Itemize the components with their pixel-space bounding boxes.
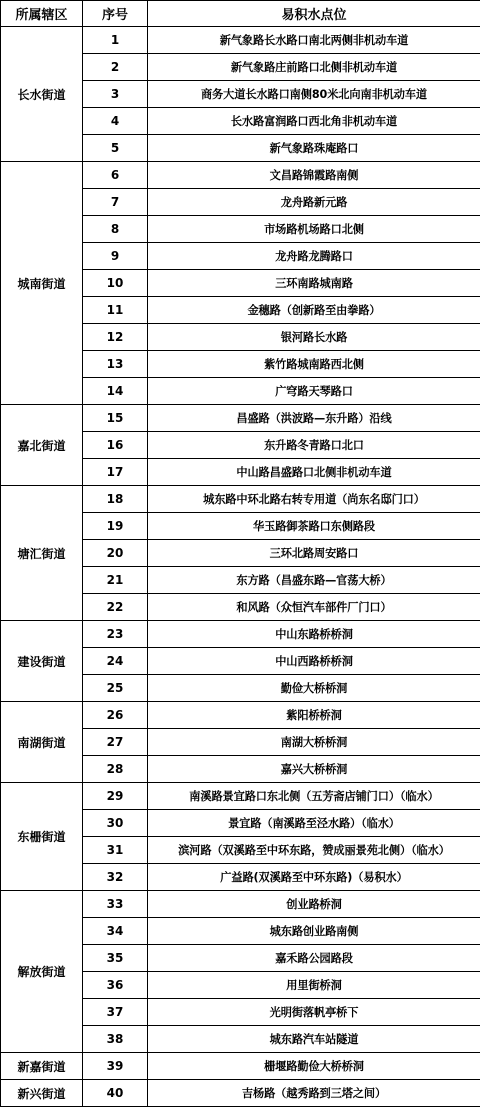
number-cell: 24 — [83, 648, 148, 675]
number-cell: 22 — [83, 594, 148, 621]
location-cell: 东方路（昌盛东路—官荡大桥） — [148, 567, 480, 594]
number-cell: 17 — [83, 459, 148, 486]
number-cell: 18 — [83, 486, 148, 513]
location-cell: 嘉兴大桥桥洞 — [148, 756, 480, 783]
number-cell: 31 — [83, 837, 148, 864]
location-cell: 景宜路（南溪路至泾水路）（临水） — [148, 810, 480, 837]
number-cell: 1 — [83, 27, 148, 54]
table-row — [1, 702, 480, 729]
district-cell: 长水街道 — [1, 27, 83, 162]
number-cell: 33 — [83, 891, 148, 918]
district-cell: 新嘉街道 — [1, 1053, 83, 1080]
table-row — [1, 783, 480, 810]
number-cell: 30 — [83, 810, 148, 837]
location-cell: 长水路富润路口西北角非机动车道 — [148, 108, 480, 135]
table-row — [1, 621, 480, 648]
number-cell: 11 — [83, 297, 148, 324]
number-cell: 29 — [83, 783, 148, 810]
location-cell: 城东路中环北路右转专用道（尚东名邸门口） — [148, 486, 480, 513]
number-cell: 32 — [83, 864, 148, 891]
location-cell: 南湖大桥桥洞 — [148, 729, 480, 756]
number-cell: 35 — [83, 945, 148, 972]
location-cell: 中山西路桥桥洞 — [148, 648, 480, 675]
district-cell: 嘉北街道 — [1, 405, 83, 486]
location-cell: 文昌路锦霞路南侧 — [148, 162, 480, 189]
district-cell: 东栅街道 — [1, 783, 83, 891]
number-cell: 28 — [83, 756, 148, 783]
number-cell: 15 — [83, 405, 148, 432]
number-cell: 25 — [83, 675, 148, 702]
location-cell: 吉杨路（越秀路到三塔之间） — [148, 1080, 480, 1107]
district-cell: 塘汇街道 — [1, 486, 83, 621]
location-cell: 市场路机场路口北侧 — [148, 216, 480, 243]
location-cell: 银河路长水路 — [148, 324, 480, 351]
number-cell: 12 — [83, 324, 148, 351]
number-cell: 40 — [83, 1080, 148, 1107]
header-location: 易积水点位 — [148, 1, 480, 27]
number-cell: 9 — [83, 243, 148, 270]
number-cell: 2 — [83, 54, 148, 81]
location-cell: 嘉禾路公园路段 — [148, 945, 480, 972]
location-cell: 滨河路（双溪路至中环东路，赞成丽景苑北侧）（临水） — [148, 837, 480, 864]
number-cell: 27 — [83, 729, 148, 756]
location-cell: 光明街落帆亭桥下 — [148, 999, 480, 1026]
table-row — [1, 486, 480, 513]
location-cell: 新气象路珠庵路口 — [148, 135, 480, 162]
location-cell: 创业路桥洞 — [148, 891, 480, 918]
number-cell: 13 — [83, 351, 148, 378]
location-cell: 中山东路桥桥洞 — [148, 621, 480, 648]
location-cell: 栅堰路勤俭大桥桥洞 — [148, 1053, 480, 1080]
location-cell: 金穗路（创新路至由拳路） — [148, 297, 480, 324]
number-cell: 34 — [83, 918, 148, 945]
location-cell: 三环北路周安路口 — [148, 540, 480, 567]
number-cell: 38 — [83, 1026, 148, 1053]
number-cell: 36 — [83, 972, 148, 999]
number-cell: 4 — [83, 108, 148, 135]
location-cell: 龙舟路龙腾路口 — [148, 243, 480, 270]
number-cell: 37 — [83, 999, 148, 1026]
district-cell: 南湖街道 — [1, 702, 83, 783]
number-cell: 6 — [83, 162, 148, 189]
district-cell: 解放街道 — [1, 891, 83, 1053]
table-row — [1, 405, 480, 432]
table-row — [1, 1080, 480, 1107]
location-cell: 广益路(双溪路至中环东路)（易积水） — [148, 864, 480, 891]
header-district: 所属辖区 — [1, 1, 83, 27]
number-cell: 26 — [83, 702, 148, 729]
location-cell: 新气象路庄前路口北侧非机动车道 — [148, 54, 480, 81]
table-header-row — [1, 1, 480, 27]
table-body — [1, 27, 480, 1107]
location-cell: 城东路汽车站隧道 — [148, 1026, 480, 1053]
header-number: 序号 — [83, 1, 148, 27]
location-cell: 紫阳桥桥洞 — [148, 702, 480, 729]
number-cell: 16 — [83, 432, 148, 459]
location-cell: 东升路冬青路口北口 — [148, 432, 480, 459]
location-cell: 三环南路城南路 — [148, 270, 480, 297]
district-cell: 新兴街道 — [1, 1080, 83, 1107]
number-cell: 14 — [83, 378, 148, 405]
location-cell: 中山路昌盛路口北侧非机动车道 — [148, 459, 480, 486]
number-cell: 23 — [83, 621, 148, 648]
table-row — [1, 1053, 480, 1080]
number-cell: 20 — [83, 540, 148, 567]
table-row — [1, 162, 480, 189]
number-cell: 5 — [83, 135, 148, 162]
location-cell: 紫竹路城南路西北侧 — [148, 351, 480, 378]
number-cell: 7 — [83, 189, 148, 216]
location-cell: 龙舟路新元路 — [148, 189, 480, 216]
number-cell: 19 — [83, 513, 148, 540]
location-cell: 用里街桥洞 — [148, 972, 480, 999]
number-cell: 21 — [83, 567, 148, 594]
number-cell: 8 — [83, 216, 148, 243]
table-row — [1, 891, 480, 918]
location-cell: 勤俭大桥桥洞 — [148, 675, 480, 702]
location-cell: 商务大道长水路口南侧80米北向南非机动车道 — [148, 81, 480, 108]
location-cell: 华玉路御茶路口东侧路段 — [148, 513, 480, 540]
district-cell: 建设街道 — [1, 621, 83, 702]
location-cell: 南溪路景宜路口东北侧（五芳斋店铺门口）（临水） — [148, 783, 480, 810]
number-cell: 3 — [83, 81, 148, 108]
district-cell: 城南街道 — [1, 162, 83, 405]
number-cell: 39 — [83, 1053, 148, 1080]
location-cell: 和风路（众恒汽车部件厂门口） — [148, 594, 480, 621]
number-cell: 10 — [83, 270, 148, 297]
location-cell: 城东路创业路南侧 — [148, 918, 480, 945]
location-cell: 广穹路天琴路口 — [148, 378, 480, 405]
table-row — [1, 27, 480, 54]
location-cell: 昌盛路（洪波路—东升路）沿线 — [148, 405, 480, 432]
location-cell: 新气象路长水路口南北两侧非机动车道 — [148, 27, 480, 54]
